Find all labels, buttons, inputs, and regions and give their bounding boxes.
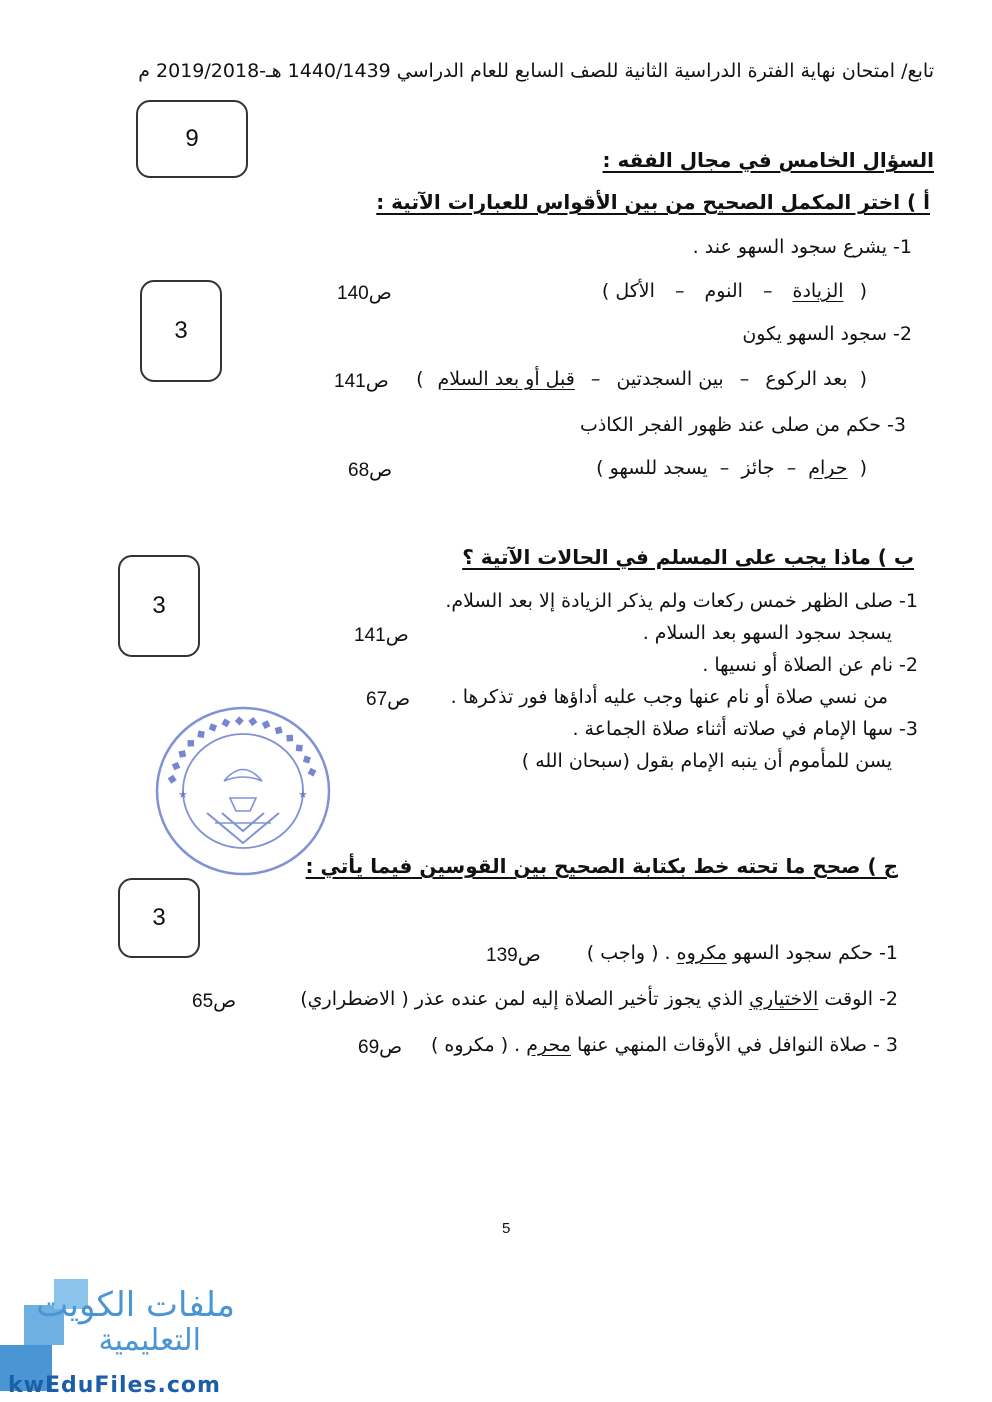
part-a-q3-options — [596, 457, 867, 479]
part-b-a2: من نسي صلاة أو نام عنها وجب عليه أداؤها فور تذكرها . — [450, 686, 888, 708]
option: قبل أو بعد السلام — [437, 368, 575, 390]
svg-text:★: ★ — [298, 788, 308, 801]
option: الأكل ) — [601, 280, 655, 302]
correction: الذي يجوز تأخير الصلاة إليه لمن عنده عذر ( الاضطراري) — [300, 988, 744, 1010]
watermark-url: kwEduFiles.com — [8, 1373, 221, 1398]
part-c-q2 — [300, 988, 898, 1010]
underlined-word: محرم — [526, 1034, 571, 1056]
correction: . ( مكروه ) — [430, 1034, 521, 1056]
dash: – — [590, 368, 601, 390]
option: حرام — [808, 457, 848, 479]
option: النوم — [704, 280, 743, 302]
part-a-q1: 1- يشرع سجود السهو عند . — [692, 236, 912, 258]
svg-text:◆ ◆ ◆ ◆ ◆ ◆ ◆ ◆ ◆ ◆ ◆ ◆ ◆ ◆ ◆: ◆ ◆ ◆ ◆ ◆ ◆ ◆ ◆ ◆ ◆ ◆ ◆ ◆ ◆ ◆ — [163, 712, 321, 785]
option: الزيادة — [792, 280, 844, 302]
dash: – — [674, 280, 685, 302]
part-b-a3: يسن للمأموم أن ينبه الإمام بقول (سبحان الله ) — [521, 750, 892, 772]
part-a-q2: 2- سجود السهو يكون — [742, 323, 912, 345]
part-c-title: ج ) صحح ما تحته خط بكتابة الصحيح بين القوسين فيما يأتي : — [305, 854, 898, 878]
option: بعد الركوع — [765, 368, 848, 390]
svg-text:★: ★ — [178, 788, 188, 801]
part-b-score-box: 3 — [118, 555, 200, 657]
part-b-title: ب ) ماذا يجب على المسلم في الحالات الآتية ؟ — [462, 545, 914, 569]
part-a-q2-options — [416, 368, 867, 390]
part-c-score-box: 3 — [118, 878, 200, 958]
page-ref: ص140 — [337, 283, 392, 304]
open-paren: ( — [859, 457, 867, 479]
page-ref: ص67 — [366, 689, 411, 710]
page-ref: ص141 — [334, 371, 389, 392]
part-a-q1-options — [602, 280, 867, 302]
part-c-q3 — [431, 1034, 898, 1056]
statement: 2- الوقت — [824, 988, 898, 1010]
correction: . ( واجب ) — [586, 942, 671, 964]
part-b-q1: 1- صلى الظهر خمس ركعات ولم يذكر الزيادة إلا بعد السلام. — [445, 590, 918, 612]
page-ref: ص68 — [348, 460, 393, 481]
open-paren: ( — [859, 368, 867, 390]
open-paren: ( — [859, 280, 867, 302]
page-ref: ص69 — [358, 1037, 403, 1058]
part-c-q1 — [587, 942, 898, 964]
underlined-word: مكروه — [676, 942, 727, 964]
part-b-q2: 2- نام عن الصلاة أو نسيها . — [702, 654, 918, 676]
watermark-logo — [0, 1275, 245, 1402]
page-number: 5 — [502, 1220, 511, 1237]
watermark-line2: التعليمية — [98, 1323, 201, 1358]
dash: – — [786, 457, 797, 479]
exam-header: تابع/ امتحان نهاية الفترة الدراسية الثانية للصف السابع للعام الدراسي 1440/1439 هـ-2019/2018 م — [138, 60, 934, 82]
watermark-line1: ملفات الكويت — [36, 1285, 235, 1325]
page-ref: ص141 — [354, 625, 409, 646]
option: يسجد للسهو ) — [596, 457, 708, 479]
section-title: السؤال الخامس في مجال الفقه : — [602, 148, 934, 172]
page-ref: ص139 — [486, 945, 541, 966]
part-a-q3: 3- حكم من صلى عند ظهور الفجر الكاذب — [579, 414, 906, 436]
page-ref: ص65 — [192, 991, 237, 1012]
option: جائز — [741, 457, 775, 479]
option: بين السجدتين — [616, 368, 724, 390]
statement: 1- حكم سجود السهو — [732, 942, 898, 964]
dash: – — [762, 280, 773, 302]
part-b-q3: 3- سها الإمام في صلاته أثناء صلاة الجماعة . — [572, 718, 918, 740]
underlined-word: الاختياري — [749, 988, 819, 1010]
dash: – — [739, 368, 750, 390]
total-score-box: 9 — [136, 100, 248, 178]
part-a-score-box: 3 — [140, 280, 222, 382]
part-a-title: أ ) اختر المكمل الصحيح من بين الأقواس للعبارات الآتية : — [376, 190, 930, 214]
control-stamp — [152, 703, 334, 878]
statement: 3 - صلاة النوافل في الأوقات المنهي عنها — [577, 1034, 898, 1056]
dash: – — [719, 457, 730, 479]
close-paren: ) — [416, 368, 424, 390]
part-b-a1: يسجد سجود السهو بعد السلام . — [642, 622, 892, 644]
